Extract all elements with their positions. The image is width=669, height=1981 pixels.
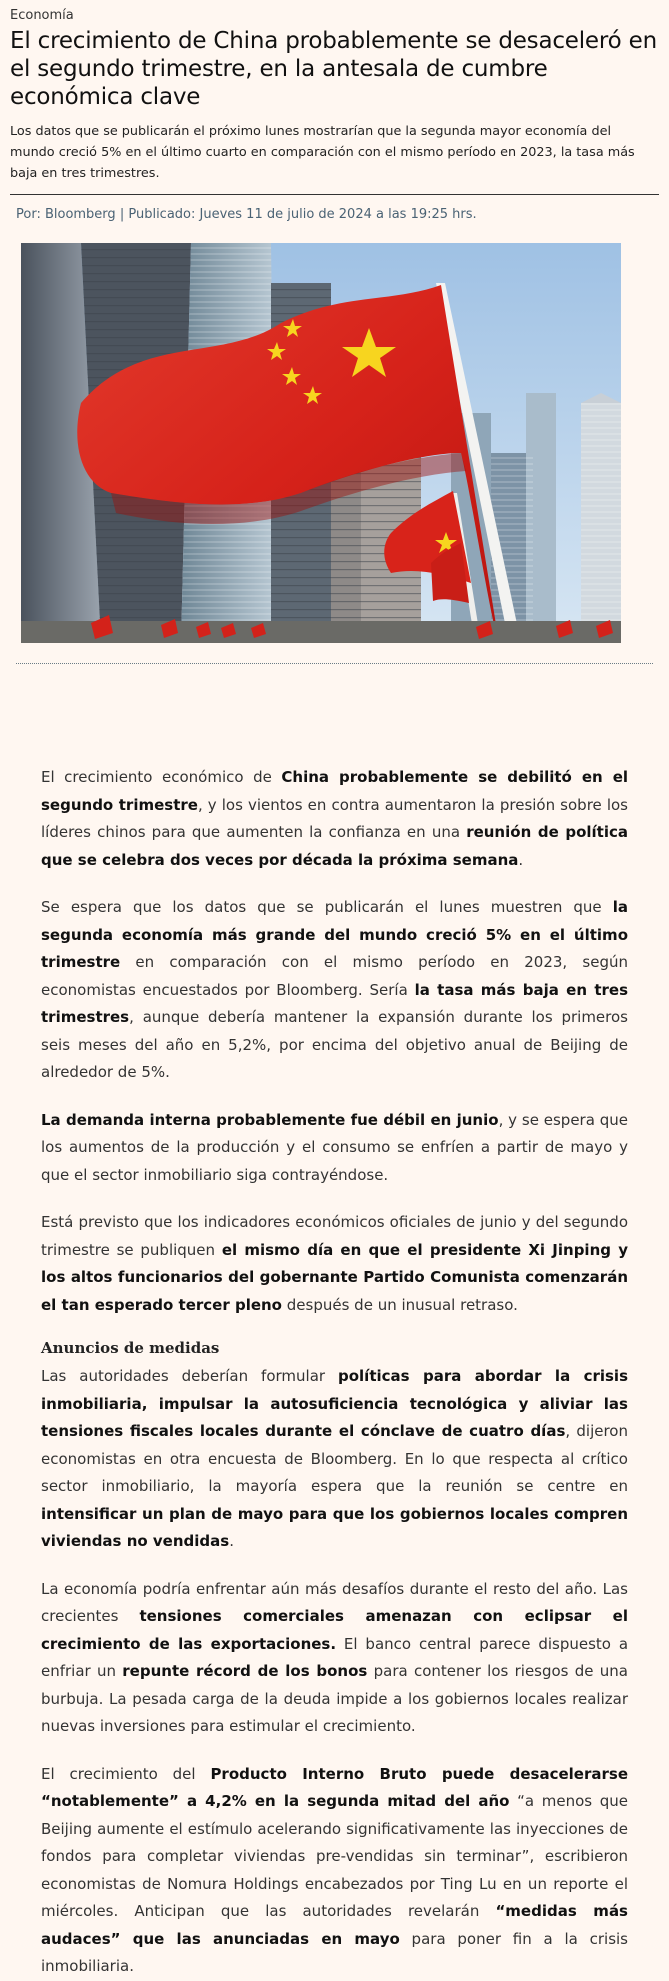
- paragraph-5: Las autoridades deberían formular políticas para abordar la crisis inmobiliaria, impulsar la autosuficiencia tecnológica y aliviar las tensiones fiscales locales durante el cónclave de cuatro días, dijeron economistas en otra encuesta de Bloomberg. En lo que respecta al crítico sector inmobiliario, la mayoría espera que la reunión se centre en intensificar un plan de mayo para que los gobiernos locales compren viviendas no vendidas.: [41, 1367, 628, 1550]
- article-subtitle: Los datos que se publicarán el próximo lunes mostrarían que la segunda mayor economía del mundo creció 5% en el último cuarto en comparación con el mismo período en 2023, la tasa más baja en tres trimestres.: [10, 124, 635, 181]
- paragraph-3: La demanda interna probablemente fue débil en junio, y se espera que los aumentos de la producción y el consumo se enfríen a partir de mayo y que el sector inmobiliario siga contrayéndose.: [41, 1110, 628, 1184]
- byline-author: Por: Bloomberg: [16, 207, 116, 222]
- article-photo: [21, 243, 621, 643]
- byline: [0, 195, 669, 233]
- paragraph-2: Se espera que los datos que se publicarán el lunes muestren que la segunda economía más grande del mundo creció 5% en el último trimestre en comparación con el mismo período en 2023, según economistas encuestados por Bloomberg. Sería la tasa más baja en tres trimestres, aunque debería mantener la expansión durante los primeros seis meses del año en 5,2%, por encima del objetivo anual de Beijing de alrededor de 5%.: [41, 898, 628, 1081]
- paragraph-7: El crecimiento del Producto Interno Bruto puede desacelerarse “notablemente” a 4,2% en la segunda mitad del año “a menos que Beijing aumente el estímulo acelerando significativamente las inyecciones de fondos para completar viviendas pre-vendidas sin terminar”, escribieron economistas de Nomura Holdings encabezados por Ting Lu en un reporte el miércoles. Anticipan que las autoridades revelarán “medidas más audaces” que las anunciadas en mayo para poner fin a la crisis inmobiliaria.: [41, 1764, 628, 1975]
- byline-separator: |: [119, 207, 125, 222]
- page-title: El crecimiento de China probablemente se desaceleró en el segundo trimestre, en la antesala de cumbre económica clave: [10, 28, 657, 110]
- china-flag-skyline-photo: [21, 243, 621, 643]
- paragraph-4: Está previsto que los indicadores económicos oficiales de junio y del segundo trimestre se publiquen el mismo día en que el presidente Xi Jinping y los altos funcionarios del gobernante Partido Comunista comenzarán el tan esperado tercer pleno después de un inusual retraso.: [41, 1213, 628, 1314]
- section-heading: Anuncios de medidas: [41, 1339, 220, 1357]
- paragraph-1: El crecimiento económico de China probablemente se debilitó en el segundo trimestre, y los vientos en contra aumentaron la presión sobre los líderes chinos para que aumenten la confianza en una reunión de política que se celebra dos veces por década la próxima semana.: [41, 768, 629, 869]
- byline-published: Publicado: Jueves 11 de julio de 2024 a las 19:25 hrs.: [128, 207, 477, 222]
- paragraph-6: La economía podría enfrentar aún más desafíos durante el resto del año. Las crecientes tensiones comerciales amenazan con eclipsar el crecimiento de las exportaciones. El banco central parece dispuesto a enfriar un repunte récord de los bonos para contener los riesgos de una burbuja. La pesada carga de la deuda impide a los gobiernos locales realizar nuevas inversiones para estimular el crecimiento.: [41, 1579, 629, 1735]
- article-body: [0, 664, 669, 1981]
- section-label[interactable]: Economía: [10, 8, 74, 23]
- article-header: [0, 0, 669, 184]
